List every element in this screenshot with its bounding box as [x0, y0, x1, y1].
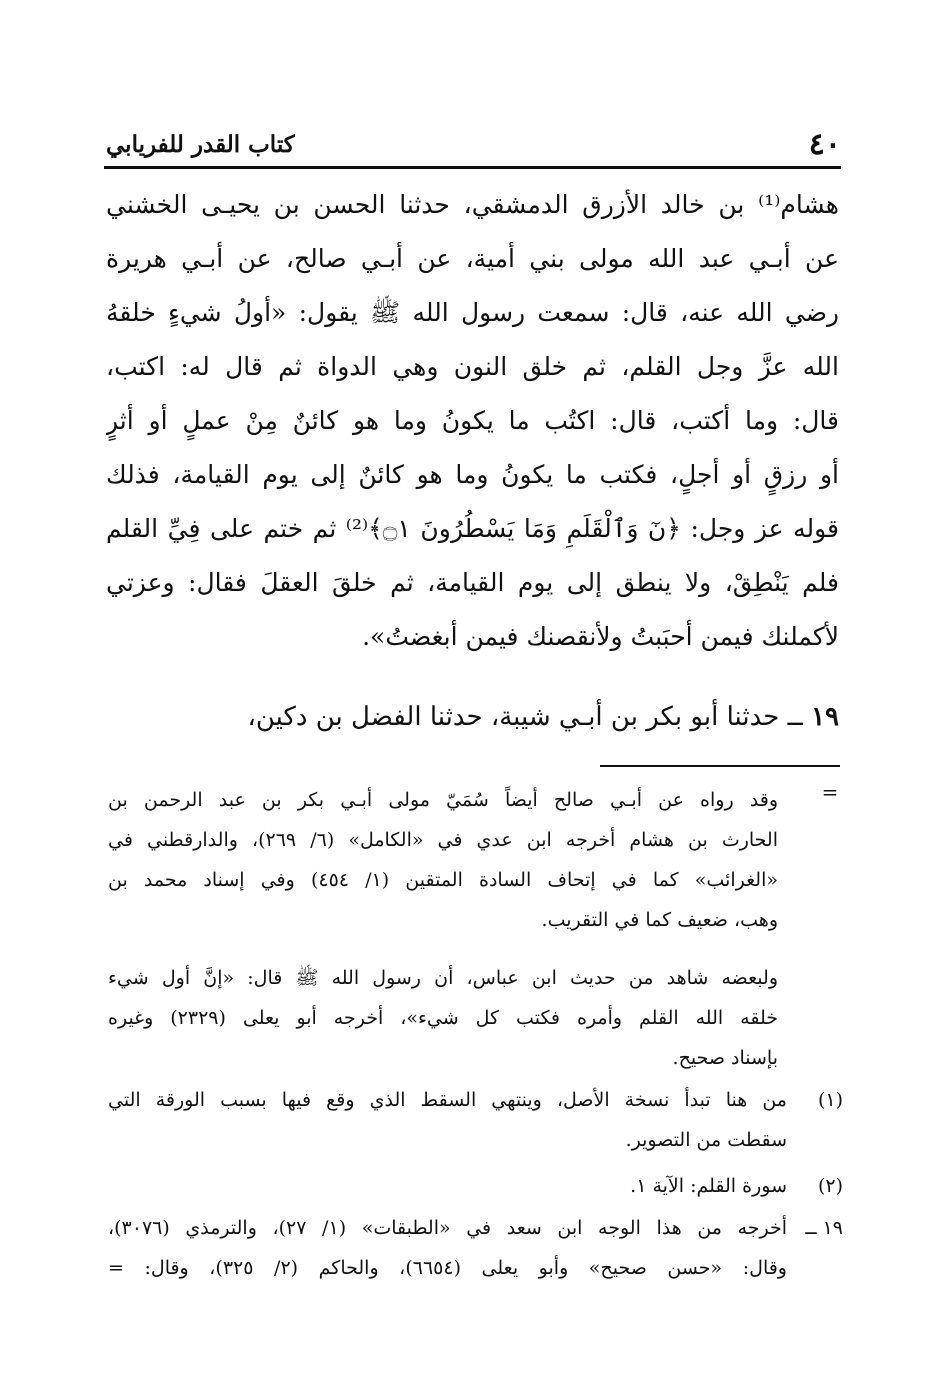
footnote-marker: (٢): [817, 1175, 843, 1197]
hadith-number: ١٩: [811, 702, 839, 732]
footnote-line: وقال: «حسن صحيح» وأبو يعلى (٦٦٥٤)، والحاكم (٢/ ٣٢٥)، وقال: =: [108, 1257, 787, 1279]
text-line: قال: وما أكتب، قال: اكتُب ما يكونُ وما هو كائنٌ مِنْ عملٍ أو أثرٍ: [106, 406, 839, 435]
footnote-continuation-mark: =: [821, 780, 839, 804]
text-line: أو رزقٍ أو أجلٍ، فكتب ما يكونُ وما هو كائنٌ إلى يوم القيامة، فذلك: [106, 460, 839, 489]
footnote-2: [108, 1166, 843, 1206]
text-line: عن أبـي عبد الله مولى بني أمية، عن أبـي صالح، عن أبـي هريرة: [106, 244, 839, 273]
footnote-line: الحارث بن هشام أخرجه ابن عدي في «الكامل» (٦/ ٢٦٩)، والدارقطني في: [108, 829, 778, 851]
footnote-1: [108, 1080, 843, 1160]
footnote-19: [108, 1208, 843, 1288]
footnote-line: أخرجه من هذا الوجه ابن سعد في «الطبقات» (١/ ٢٧)، والترمذي (٣٠٧٦)،: [108, 1217, 787, 1239]
footnote-line: خلقه الله القلم وأمره فكتب كل شيء»، أخرجه أبو يعلى (٢٣٢٩) وغيره: [108, 1007, 778, 1029]
footnote-witness-paragraph: [108, 958, 778, 1078]
footnote-line: وهب، ضعيف كما في التقريب.: [541, 909, 778, 931]
text-line: هشام⁽¹⁾ بن خالد الأزرق الدمشقي، حدثنا الحسن بن يحيـى الخشني: [106, 190, 839, 219]
footnote-line: من هنا تبدأ نسخة الأصل، وينتهي السقط الذي وقع فيها بسبب الورقة التي: [108, 1089, 787, 1111]
text-line: فلم يَنْطِقْ، ولا ينطق إلى يوم القيامة، ثم خلقَ العقلَ فقال: وعزتي: [106, 568, 839, 597]
footnote-continued-paragraph: [108, 780, 778, 940]
footnote-marker: ١٩ ــ: [805, 1217, 843, 1239]
text-line: الله عزَّ وجل القلم، ثم خلق النون وهي الدواة ثم قال له: اكتب،: [106, 352, 839, 381]
main-text: [106, 178, 839, 664]
footnote-separator: [600, 765, 840, 767]
hadith-text: حدثنا أبو بكر بن أبـي شيبة، حدثنا الفضل بن دكين،: [247, 702, 780, 732]
text-line: قوله عز وجل: ﴿نٓ وَٱلْقَلَمِ وَمَا يَسْطُرُونَ ۝١﴾⁽²⁾ ثم ختم على فِيِّ القلم: [106, 514, 839, 543]
footnote-line: سورة القلم: الآية ١.: [630, 1175, 787, 1197]
header-rule: [104, 166, 841, 169]
footnote-line: ولبعضه شاهد من حديث ابن عباس، أن رسول الله ﷺ قال: «إنَّ أول شيء: [108, 967, 778, 989]
footnote-line: سقطت من التصوير.: [625, 1129, 787, 1151]
book-title: كتاب القدر للفريابي: [106, 130, 295, 158]
hadith-19-heading: [247, 690, 839, 744]
footnote-marker: (١): [817, 1089, 843, 1111]
hadith-dash: ــ: [787, 702, 803, 732]
footnote-line: وقد رواه عن أبـي صالح أيضاً سُمَيّ مولى أبـي بكر بن عبد الرحمن بن: [108, 789, 778, 811]
footnote-line: بإسناد صحيح.: [672, 1047, 778, 1069]
page-header: [106, 124, 841, 164]
text-line: لأكملنك فيمن أحبَبتُ ولأنقصنك فيمن أبغضتُ».: [362, 622, 839, 651]
page-number: ٤٠: [808, 126, 841, 162]
text-line: رضي الله عنه، قال: سمعت رسول الله ﷺ يقول: «أولُ شيءٍ خلقهُ: [106, 298, 839, 327]
footnote-line: «الغرائب» كما في إتحاف السادة المتقين (١/ ٤٥٤) وفي إسناد محمد بن: [108, 869, 778, 891]
